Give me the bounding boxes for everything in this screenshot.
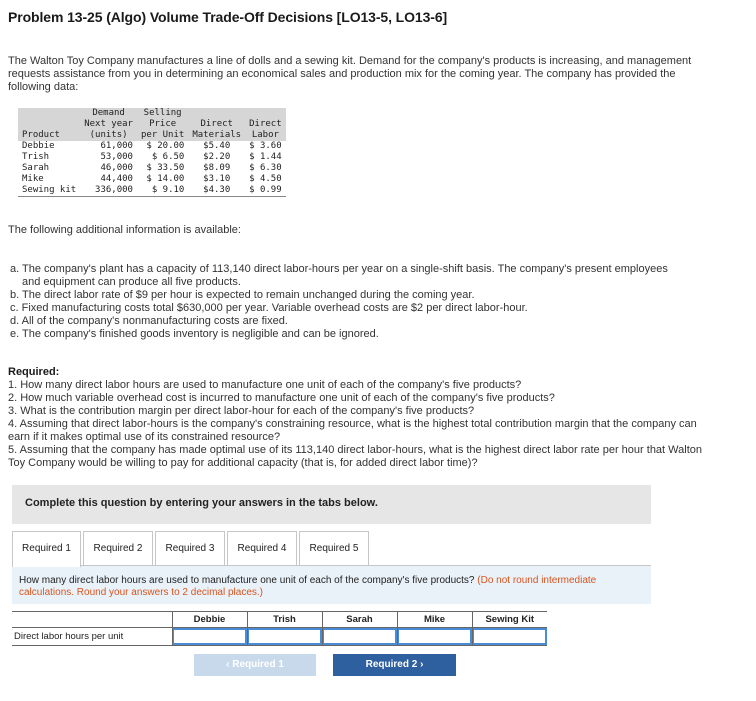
- list-item: 1. How many direct labor hours are used to manufacture one unit of each of the company's five products?: [8, 379, 522, 391]
- table-row: [18, 174, 286, 185]
- header-line: Selling: [143, 108, 182, 118]
- cell-materials: $3.10: [203, 174, 231, 184]
- header-line: Demand: [92, 108, 125, 118]
- cell-labor: $ 0.99: [245, 185, 286, 197]
- header-line: Materials: [192, 130, 242, 140]
- answer-input-mike[interactable]: [398, 628, 472, 645]
- additional-info-intro: The following additional information is available:: [8, 224, 241, 236]
- answer-input-sewing-kit[interactable]: [473, 628, 548, 645]
- intro-paragraph: The Walton Toy Company manufactures a line of dolls and a sewing kit. Demand for the company's products is increasing, and management requests assistance from you in determining an economical sales and production mix for the coming year. The company has provided the following data:: [8, 55, 692, 93]
- header-demand: [80, 108, 137, 141]
- header-materials: [188, 108, 245, 141]
- additional-info-list: [10, 263, 722, 341]
- cell-product: Trish: [22, 152, 50, 162]
- tab-required-1[interactable]: Required 1: [12, 531, 81, 567]
- question-note: (Do not round intermediate calculations. Round your answers to 2 decimal places.): [19, 575, 597, 598]
- tab-required-2[interactable]: Required 2: [83, 531, 153, 566]
- cell-product: Sewing kit: [18, 185, 80, 197]
- cell-materials: $2.20: [203, 152, 231, 162]
- problem-title: Problem 13-25 (Algo) Volume Trade-Off Decisions [LO13-5, LO13-6]: [8, 9, 448, 25]
- header-line: Labor: [251, 130, 279, 140]
- column-header-sewing-kit: Sewing Kit: [472, 612, 547, 628]
- table-header-row: [18, 108, 286, 141]
- cell-labor: $ 1.44: [249, 152, 282, 162]
- list-item: 3. What is the contribution margin per direct labor-hour for each of the company's five products?: [8, 405, 475, 417]
- table-row: [18, 141, 286, 152]
- tab-required-5[interactable]: Required 5: [299, 531, 369, 566]
- answer-row-label: Direct labor hours per unit: [12, 628, 172, 646]
- list-item: e. The company's finished goods inventory is negligible and can be ignored.: [10, 328, 379, 340]
- cell-demand: 53,000: [100, 152, 133, 162]
- header-line: per Unit: [140, 130, 185, 140]
- cell-price: $ 14.00: [146, 174, 185, 184]
- header-labor: [245, 108, 286, 141]
- cell-demand: 46,000: [100, 163, 133, 173]
- header-product: [18, 108, 80, 141]
- instruction-text: Complete this question by entering your answers in the tabs below.: [25, 497, 378, 509]
- list-item: 2. How much variable overhead cost is incurred to manufacture one unit of each of the company's five products?: [8, 392, 555, 404]
- cell-materials: $5.40: [203, 141, 231, 151]
- question-panel: [12, 565, 651, 604]
- cell-materials: $8.09: [203, 163, 231, 173]
- table-row: [18, 185, 286, 197]
- header-line: Price: [149, 119, 177, 129]
- required-list: [8, 379, 720, 470]
- cell-labor: $ 3.60: [249, 141, 282, 151]
- question-text: [19, 575, 639, 599]
- answer-input-trish[interactable]: [248, 628, 322, 645]
- answer-header-row: [12, 612, 547, 628]
- header-line: Next year: [84, 119, 133, 129]
- cell-price: $ 9.10: [137, 185, 188, 197]
- answer-header-blank: [12, 612, 172, 628]
- answer-table: [12, 611, 547, 646]
- header-price: [137, 108, 188, 141]
- header-line: (units): [89, 130, 128, 140]
- list-item-text: a. The company's plant has a capacity of 113,140 direct labor-hours per year on a single-shift basis. The company's present employees: [10, 263, 668, 275]
- column-header-debbie: Debbie: [172, 612, 247, 628]
- next-button[interactable]: [333, 654, 456, 676]
- cell-product: Sarah: [22, 163, 50, 173]
- cell-demand: 61,000: [100, 141, 133, 151]
- header-line: Product: [22, 130, 60, 140]
- cell-demand: 336,000: [80, 185, 137, 197]
- answer-cell-sarah: [322, 628, 397, 646]
- tab-required-3[interactable]: Required 3: [155, 531, 225, 566]
- list-item-continuation: and equipment can produce all five products.: [22, 276, 241, 288]
- header-line: Direct: [200, 119, 233, 129]
- answer-cell-trish: [247, 628, 322, 646]
- required-heading: Required:: [8, 366, 60, 378]
- next-button-label: Required 2: [365, 659, 418, 670]
- answer-cell-mike: [397, 628, 472, 646]
- cell-materials: $4.30: [188, 185, 245, 197]
- instruction-banner: [12, 485, 651, 524]
- previous-button-label: Required 1: [232, 659, 284, 670]
- cell-labor: $ 4.50: [249, 174, 282, 184]
- cell-demand: 44,400: [100, 174, 133, 184]
- column-header-sarah: Sarah: [322, 612, 397, 628]
- previous-button[interactable]: [194, 654, 316, 676]
- list-item: c. Fixed manufacturing costs total $630,000 per year. Variable overhead costs are $2 per direct labor-hour.: [10, 302, 528, 314]
- column-header-trish: Trish: [247, 612, 322, 628]
- answer-cell-debbie: [172, 628, 247, 646]
- list-item: 5. Assuming that the company has made optimal use of its 113,140 direct labor-hours, what is the highest direct labor rate per hour that Walton Toy Company would be willing to pay for additional capacity (that is, for added direct labor time)?: [8, 444, 702, 469]
- chevron-left-icon: ‹: [226, 659, 230, 670]
- table-row: [18, 152, 286, 163]
- list-item: d. All of the company's nonmanufacturing costs are fixed.: [10, 315, 288, 327]
- list-item: [10, 263, 722, 289]
- table-row: [18, 163, 286, 174]
- chevron-right-icon: ›: [420, 659, 424, 670]
- cell-labor: $ 6.30: [249, 163, 282, 173]
- answer-cell-sewing-kit: [472, 628, 547, 646]
- answer-input-sarah[interactable]: [323, 628, 397, 645]
- question-main: How many direct labor hours are used to manufacture one unit of each of the company's five products?: [19, 575, 478, 586]
- list-item: 4. Assuming that direct labor-hours is the company's constraining resource, what is the highest total contribution margin that the company can earn if it makes optimal use of its constrained resource?: [8, 418, 697, 443]
- cell-product: Debbie: [22, 141, 55, 151]
- column-header-mike: Mike: [397, 612, 472, 628]
- tab-required-4[interactable]: Required 4: [227, 531, 297, 566]
- answer-input-debbie[interactable]: [173, 628, 247, 645]
- cell-price: $ 20.00: [146, 141, 185, 151]
- cell-product: Mike: [22, 174, 44, 184]
- cell-price: $ 33.50: [146, 163, 185, 173]
- header-line: Direct: [249, 119, 282, 129]
- answer-row: [12, 628, 547, 646]
- cell-price: $ 6.50: [151, 152, 185, 162]
- product-data-table: [18, 108, 286, 197]
- list-item: b. The direct labor rate of $9 per hour is expected to remain unchanged during the coming year.: [10, 289, 475, 301]
